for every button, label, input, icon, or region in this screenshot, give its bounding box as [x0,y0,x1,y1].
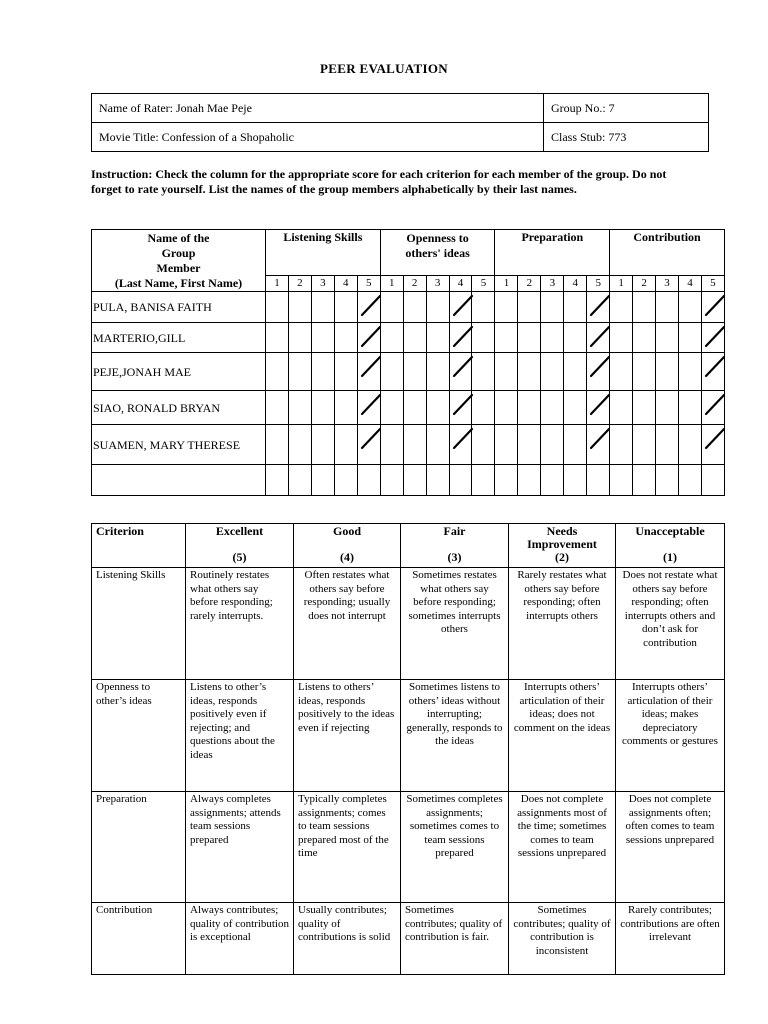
group-number: Group No.: 7 [544,94,709,123]
rubric-cell-fair: Sometimes contributes; quality of contribution is fair. [401,903,509,975]
score-checkbox-cell[interactable] [472,323,495,353]
score-column-header: 4 [449,275,472,291]
score-checkbox-cell[interactable] [610,465,633,496]
score-checkbox-cell[interactable] [472,292,495,323]
score-checkbox-cell[interactable] [266,353,289,391]
check-mark-stroke [591,327,609,346]
rubric-criterion: Openness to other’s ideas [92,680,186,792]
rubric-criterion: Preparation [92,792,186,903]
needs-improvement-col-header [509,524,616,568]
check-mark-stroke [362,296,380,315]
unacceptable-label: Unacceptable [635,524,705,538]
score-checkbox-cell[interactable] [656,353,679,391]
score-checkbox-cell[interactable] [334,465,357,496]
member-name-header [92,230,266,292]
score-checkbox-cell[interactable] [633,353,656,391]
score-column-header: 3 [656,275,679,291]
check-mark-stroke [362,429,380,448]
rater-info-table [91,93,709,152]
score-column-header: 5 [472,275,495,291]
check-mark-stroke [706,429,724,448]
fair-score: (3) [447,550,462,564]
check-mark-stroke [362,327,380,346]
score-checkbox-cell[interactable] [403,425,426,465]
score-checkbox-cell[interactable] [357,323,380,353]
check-mark-icon [704,392,726,416]
good-label: Good [332,524,361,538]
rubric-criterion: Listening Skills [92,568,186,680]
score-checkbox-cell[interactable] [380,353,403,391]
score-checkbox-cell[interactable] [633,323,656,353]
member-name: SIAO, RONALD BRYAN [92,391,266,425]
rubric-cell-excellent: Listens to other’s ideas, responds positively even if rejecting; and questions about the ideas [186,680,294,792]
score-checkbox-cell[interactable] [610,292,633,323]
check-mark-stroke [706,395,724,414]
score-column-header: 2 [633,275,656,291]
score-checkbox-cell[interactable] [472,353,495,391]
score-checkbox-cell[interactable] [633,292,656,323]
rubric-cell-good: Typically completes assignments; comes to team sessions prepared most of the time [294,792,401,903]
unacceptable-score: (1) [663,550,677,564]
score-checkbox-cell[interactable] [564,425,587,465]
check-mark-icon [360,354,382,378]
member-row [92,465,725,496]
check-mark-icon [452,426,474,450]
score-checkbox-cell[interactable] [518,353,541,391]
score-checkbox-cell[interactable] [334,391,357,425]
member-row [92,425,725,465]
score-checkbox-cell[interactable] [701,391,724,425]
score-checkbox-cell[interactable] [679,465,702,496]
score-checkbox-cell[interactable] [357,353,380,391]
score-checkbox-cell[interactable] [541,425,564,465]
check-mark-stroke [454,296,472,315]
score-checkbox-cell[interactable] [472,425,495,465]
score-checkbox-cell[interactable] [266,465,289,496]
score-checkbox-cell[interactable] [518,391,541,425]
check-mark-stroke [591,296,609,315]
check-mark-icon [360,324,382,348]
score-checkbox-cell[interactable] [380,425,403,465]
score-checkbox-cell[interactable] [403,353,426,391]
score-checkbox-cell[interactable] [449,391,472,425]
rubric-cell-needs: Does not complete assignments most of the time; sometimes comes to team sessions unprepared [509,792,616,903]
score-checkbox-cell[interactable] [564,465,587,496]
score-checkbox-cell[interactable] [656,425,679,465]
score-checkbox-cell[interactable] [541,465,564,496]
check-mark-icon [452,354,474,378]
score-column-header: 1 [495,275,518,291]
check-mark-stroke [454,429,472,448]
unacceptable-col-header [616,524,725,568]
fair-col-header [401,524,509,568]
score-checkbox-cell[interactable] [541,292,564,323]
good-col-header [294,524,401,568]
score-checkbox-cell[interactable] [541,391,564,425]
check-mark-icon [452,293,474,317]
member-row [92,292,725,323]
score-checkbox-cell[interactable] [564,292,587,323]
rubric-cell-needs: Rarely restates what others say before responding; often interrupts others [509,568,616,680]
check-mark-icon [452,324,474,348]
score-column-header: 5 [357,275,380,291]
score-checkbox-cell[interactable] [701,353,724,391]
score-checkbox-cell[interactable] [587,425,610,465]
score-checkbox-cell[interactable] [495,391,518,425]
excellent-score: (5) [232,550,247,564]
page-title: PEER EVALUATION [320,61,448,76]
check-mark-stroke [454,395,472,414]
score-column-header: 3 [426,275,449,291]
score-checkbox-cell[interactable] [701,292,724,323]
score-checkbox-cell[interactable] [426,465,449,496]
score-checkbox-cell[interactable] [266,391,289,425]
rubric-cell-fair: Sometimes completes assignments; sometimes comes to team sessions prepared [401,792,509,903]
rubric-cell-fair: Sometimes listens to others’ ideas without interrupting; generally, responds to the ideas [401,680,509,792]
score-checkbox-cell[interactable] [311,425,334,465]
excellent-label: Excellent [215,524,264,538]
score-checkbox-cell[interactable] [380,323,403,353]
criterion-header: Preparation [495,230,610,276]
score-checkbox-cell[interactable] [380,465,403,496]
rubric-cell-unacceptable: Does not complete assignments often; often comes to team sessions unprepared [616,792,725,903]
score-checkbox-cell[interactable] [518,425,541,465]
score-checkbox-cell[interactable] [610,391,633,425]
check-mark-icon [589,426,611,450]
check-mark-stroke [454,327,472,346]
score-checkbox-cell[interactable] [656,292,679,323]
score-checkbox-cell[interactable] [564,353,587,391]
score-checkbox-cell[interactable] [334,292,357,323]
score-checkbox-cell[interactable] [311,292,334,323]
check-mark-stroke [591,395,609,414]
check-mark-icon [360,392,382,416]
score-checkbox-cell[interactable] [656,323,679,353]
score-column-header: 2 [403,275,426,291]
score-checkbox-cell[interactable] [334,323,357,353]
check-mark-icon [704,354,726,378]
check-mark-stroke [706,296,724,315]
rubric-cell-needs: Sometimes contributes; quality of contribution is inconsistent [509,903,616,975]
rubric-cell-needs: Interrupts others’ articulation of their ideas; does not comment on the ideas [509,680,616,792]
score-checkbox-cell[interactable] [495,292,518,323]
score-checkbox-cell[interactable] [357,465,380,496]
rubric-cell-good: Usually contributes; quality of contributions is solid [294,903,401,975]
member-name: MARTERIO,GILL [92,323,266,353]
score-checkbox-cell[interactable] [587,353,610,391]
score-checkbox-cell[interactable] [656,391,679,425]
check-mark-icon [704,426,726,450]
score-column-header: 1 [380,275,403,291]
criterion-header-label: Openness to others' ideas [405,231,470,260]
rubric-cell-excellent: Always contributes; quality of contribution is exceptional [186,903,294,975]
member-name [92,465,266,496]
score-checkbox-cell[interactable] [518,323,541,353]
rubric-cell-fair: Sometimes restates what others say before responding; sometimes interrupts others [401,568,509,680]
score-checkbox-cell[interactable] [587,391,610,425]
evaluation-table [91,229,725,496]
rubric-cell-excellent: Routinely restates what others say before responding; rarely interrupts. [186,568,294,680]
check-mark-icon [704,324,726,348]
score-checkbox-cell[interactable] [679,292,702,323]
check-mark-stroke [454,357,472,376]
score-checkbox-cell[interactable] [472,465,495,496]
score-checkbox-cell[interactable] [495,465,518,496]
check-mark-stroke [706,327,724,346]
score-column-header: 5 [587,275,610,291]
check-mark-stroke [591,429,609,448]
check-mark-icon [589,324,611,348]
score-checkbox-cell[interactable] [334,353,357,391]
fair-label: Fair [443,524,466,538]
score-checkbox-cell[interactable] [495,353,518,391]
member-name-header-line: Group [161,246,196,260]
score-checkbox-cell[interactable] [426,353,449,391]
score-checkbox-cell[interactable] [633,391,656,425]
score-checkbox-cell[interactable] [357,292,380,323]
rubric-cell-good: Often restates what others say before responding; usually does not interrupt [294,568,401,680]
needs-improvement-score: (2) [555,550,569,564]
score-checkbox-cell[interactable] [449,292,472,323]
score-checkbox-cell[interactable] [679,425,702,465]
score-checkbox-cell[interactable] [403,391,426,425]
score-checkbox-cell[interactable] [701,465,724,496]
check-mark-stroke [362,395,380,414]
score-checkbox-cell[interactable] [472,391,495,425]
score-checkbox-cell[interactable] [633,465,656,496]
score-checkbox-cell[interactable] [518,292,541,323]
score-checkbox-cell[interactable] [288,292,311,323]
instruction-text: Instruction: Check the column for the appropriate score for each criterion for each member of the group. Do not forget to rate yourself. List the names of the group members alphabetically by their last names. [91,167,667,196]
score-column-header: 2 [518,275,541,291]
score-checkbox-cell[interactable] [266,425,289,465]
score-checkbox-cell[interactable] [679,353,702,391]
score-checkbox-cell[interactable] [403,323,426,353]
check-mark-icon [589,293,611,317]
score-checkbox-cell[interactable] [357,425,380,465]
score-checkbox-cell[interactable] [449,323,472,353]
member-name: SUAMEN, MARY THERESE [92,425,266,465]
score-checkbox-cell[interactable] [541,323,564,353]
score-checkbox-cell[interactable] [701,425,724,465]
score-checkbox-cell[interactable] [288,353,311,391]
rater-name: Name of Rater: Jonah Mae Peje [92,94,544,123]
score-checkbox-cell[interactable] [495,323,518,353]
score-checkbox-cell[interactable] [449,465,472,496]
score-checkbox-cell[interactable] [266,292,289,323]
good-score: (4) [340,550,354,564]
score-checkbox-cell[interactable] [311,323,334,353]
score-checkbox-cell[interactable] [679,391,702,425]
member-name: PEJE,JONAH MAE [92,353,266,391]
score-checkbox-cell[interactable] [266,323,289,353]
score-checkbox-cell[interactable] [656,465,679,496]
check-mark-icon [589,354,611,378]
check-mark-icon [704,293,726,317]
score-checkbox-cell[interactable] [587,465,610,496]
score-checkbox-cell[interactable] [564,323,587,353]
member-row [92,353,725,391]
criterion-header: Listening Skills [266,230,381,276]
score-checkbox-cell[interactable] [541,353,564,391]
score-checkbox-cell[interactable] [288,425,311,465]
member-name-header-line: Name of the [147,231,210,245]
score-checkbox-cell[interactable] [311,465,334,496]
score-checkbox-cell[interactable] [426,425,449,465]
score-checkbox-cell[interactable] [334,425,357,465]
score-checkbox-cell[interactable] [701,323,724,353]
criterion-header [380,230,495,276]
member-row [92,323,725,353]
score-checkbox-cell[interactable] [311,353,334,391]
score-checkbox-cell[interactable] [403,465,426,496]
rubric-cell-unacceptable: Does not restate what others say before responding; often interrupts others and don’t ask for contribution [616,568,725,680]
score-column-header: 1 [266,275,289,291]
score-column-header: 5 [701,275,724,291]
score-checkbox-cell[interactable] [518,465,541,496]
class-stub: Class Stub: 773 [544,123,709,152]
rubric-cell-good: Listens to others’ ideas, responds positively to the ideas even if rejecting [294,680,401,792]
score-checkbox-cell[interactable] [357,391,380,425]
score-checkbox-cell[interactable] [311,391,334,425]
score-checkbox-cell[interactable] [633,425,656,465]
criterion-col-header: Criterion [92,524,186,568]
score-checkbox-cell[interactable] [288,391,311,425]
check-mark-stroke [706,357,724,376]
check-mark-icon [589,392,611,416]
score-checkbox-cell[interactable] [587,323,610,353]
score-checkbox-cell[interactable] [426,292,449,323]
check-mark-icon [360,426,382,450]
excellent-col-header [186,524,294,568]
score-checkbox-cell[interactable] [449,353,472,391]
movie-title: Movie Title: Confession of a Shopaholic [92,123,544,152]
score-column-header: 2 [288,275,311,291]
check-mark-icon [360,293,382,317]
score-checkbox-cell[interactable] [495,425,518,465]
score-column-header: 4 [679,275,702,291]
score-column-header: 4 [334,275,357,291]
rubric-cell-unacceptable: Interrupts others’ articulation of their ideas; makes depreciatory comments or gestures [616,680,725,792]
member-name-header-line: Member [156,261,201,275]
score-column-header: 3 [541,275,564,291]
check-mark-stroke [362,357,380,376]
member-row [92,391,725,425]
score-checkbox-cell[interactable] [380,391,403,425]
score-checkbox-cell[interactable] [288,465,311,496]
needs-improvement-label: Needs Improvement [527,524,597,551]
score-checkbox-cell[interactable] [403,292,426,323]
check-mark-stroke [591,357,609,376]
score-checkbox-cell[interactable] [564,391,587,425]
score-column-header: 1 [610,275,633,291]
score-checkbox-cell[interactable] [380,292,403,323]
score-checkbox-cell[interactable] [288,323,311,353]
check-mark-icon [452,392,474,416]
score-checkbox-cell[interactable] [587,292,610,323]
rubric-table [91,523,725,975]
criterion-header: Contribution [610,230,725,276]
member-name: PULA, BANISA FAITH [92,292,266,323]
rubric-cell-excellent: Always completes assignments; attends team sessions prepared [186,792,294,903]
member-name-header-line: (Last Name, First Name) [114,276,243,290]
score-checkbox-cell[interactable] [449,425,472,465]
score-checkbox-cell[interactable] [426,391,449,425]
score-checkbox-cell[interactable] [610,353,633,391]
score-column-header: 4 [564,275,587,291]
score-checkbox-cell[interactable] [610,323,633,353]
score-column-header: 3 [311,275,334,291]
rubric-criterion: Contribution [92,903,186,975]
score-checkbox-cell[interactable] [610,425,633,465]
rubric-cell-unacceptable: Rarely contributes; contributions are often irrelevant [616,903,725,975]
score-checkbox-cell[interactable] [679,323,702,353]
score-checkbox-cell[interactable] [426,323,449,353]
